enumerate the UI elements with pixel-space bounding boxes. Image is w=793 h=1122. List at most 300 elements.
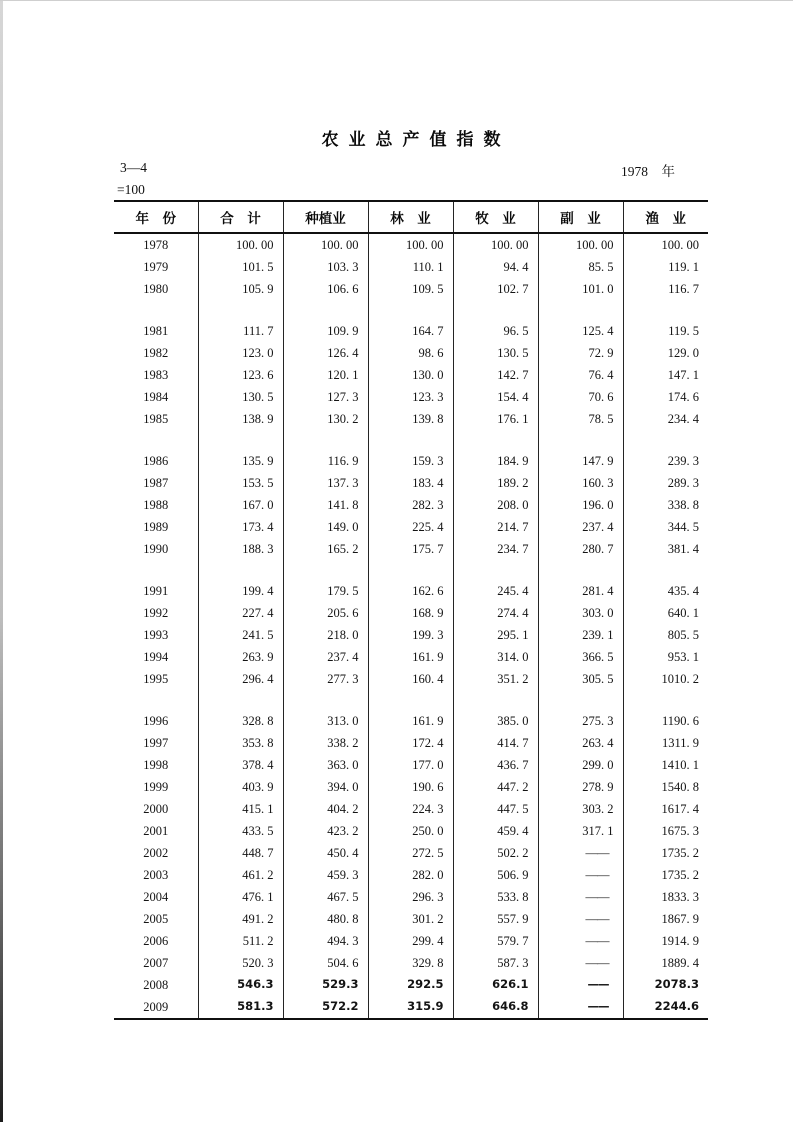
value-cell: 237. 4 — [538, 516, 623, 538]
page-title: 农业总产值指数 — [321, 130, 511, 150]
value-cell: 100. 00 — [661, 237, 699, 252]
value-cell: 529.3 — [283, 974, 368, 996]
value-cell: 76. 4 — [538, 364, 623, 386]
spacer-cell — [368, 560, 453, 580]
no-data-cell: —— — [538, 842, 623, 864]
value-cell: 111. 7 — [198, 320, 283, 342]
value-cell: 125. 4 — [538, 320, 623, 342]
no-data-cell: —— — [538, 996, 623, 1019]
value-cell: 208. 0 — [453, 494, 538, 516]
year-cell: 2002 — [114, 842, 198, 864]
table-body — [114, 233, 708, 1019]
value-cell: 227. 4 — [198, 602, 283, 624]
value-cell: 394. 0 — [283, 776, 368, 798]
value-cell: 173. 4 — [198, 516, 283, 538]
year-cell: 1988 — [114, 494, 198, 516]
year-cell: 1982 — [114, 342, 198, 364]
spacer-row — [114, 300, 708, 320]
value-cell: 275. 3 — [538, 710, 623, 732]
table-row — [114, 494, 708, 516]
value-cell: 154. 4 — [453, 386, 538, 408]
header-row — [114, 201, 708, 233]
value-cell: 476. 1 — [198, 886, 283, 908]
no-data-cell: —— — [538, 974, 623, 996]
year-cell: 1984 — [114, 386, 198, 408]
no-data-cell: —— — [538, 886, 623, 908]
value-cell: 177. 0 — [368, 754, 453, 776]
spacer-cell — [368, 690, 453, 710]
value-cell: 435. 4 — [667, 583, 699, 598]
value-cell: 447. 2 — [453, 776, 538, 798]
year-cell: 2006 — [114, 930, 198, 952]
value-cell: 179. 5 — [283, 580, 368, 602]
value-cell: 502. 2 — [453, 842, 538, 864]
table-row — [114, 908, 708, 930]
value-cell: 338. 2 — [283, 732, 368, 754]
value-cell: 546.3 — [198, 974, 283, 996]
value-cell: 423. 2 — [283, 820, 368, 842]
value-cell: 98. 6 — [368, 342, 453, 364]
value-cell: 447. 5 — [453, 798, 538, 820]
value-cell: 953. 1 — [667, 649, 699, 664]
value-cell: 448. 7 — [198, 842, 283, 864]
value-cell: 188. 3 — [198, 538, 283, 560]
value-cell: 2078.3 — [654, 977, 699, 992]
value-cell: 205. 6 — [283, 602, 368, 624]
value-cell: 338. 8 — [667, 497, 699, 512]
value-cell: 366. 5 — [538, 646, 623, 668]
table-row — [114, 538, 708, 560]
value-cell: 289. 3 — [667, 475, 699, 490]
table-row — [114, 580, 708, 602]
value-cell: 281. 4 — [538, 580, 623, 602]
value-cell: 480. 8 — [283, 908, 368, 930]
year-cell: 1981 — [114, 320, 198, 342]
value-cell: 1889. 4 — [661, 955, 699, 970]
value-cell: 135. 9 — [198, 450, 283, 472]
value-cell: 295. 1 — [453, 624, 538, 646]
value-cell: 196. 0 — [538, 494, 623, 516]
value-cell: 2244.6 — [654, 999, 699, 1014]
value-cell: 587. 3 — [453, 952, 538, 974]
year-cell: 2003 — [114, 864, 198, 886]
value-cell: 344. 5 — [667, 519, 699, 534]
value-cell: 239. 1 — [538, 624, 623, 646]
value-cell: 105. 9 — [198, 278, 283, 300]
value-cell: 511. 2 — [198, 930, 283, 952]
spacer-cell — [114, 300, 198, 320]
value-cell: 1410. 1 — [661, 757, 699, 772]
year-cell: 1979 — [114, 256, 198, 278]
value-cell: 153. 5 — [198, 472, 283, 494]
value-cell: 224. 3 — [368, 798, 453, 820]
year-cell: 1993 — [114, 624, 198, 646]
value-cell: 130. 5 — [453, 342, 538, 364]
no-data-cell: —— — [538, 908, 623, 930]
table-row — [114, 624, 708, 646]
table-row — [114, 974, 708, 996]
spacer-cell — [538, 690, 623, 710]
value-cell: 72. 9 — [538, 342, 623, 364]
value-cell: 237. 4 — [283, 646, 368, 668]
base-value-note: =100 — [117, 182, 145, 197]
value-cell: 403. 9 — [198, 776, 283, 798]
table-row — [114, 930, 708, 952]
no-data-cell: —— — [538, 952, 623, 974]
table-row — [114, 602, 708, 624]
spacer-cell — [368, 430, 453, 450]
value-cell: 250. 0 — [368, 820, 453, 842]
value-cell: 282. 3 — [368, 494, 453, 516]
value-cell: 218. 0 — [283, 624, 368, 646]
value-cell: 123. 0 — [198, 342, 283, 364]
year-cell: 1987 — [114, 472, 198, 494]
value-cell: 101. 5 — [198, 256, 283, 278]
value-cell: 162. 6 — [368, 580, 453, 602]
value-cell: 277. 3 — [283, 668, 368, 690]
value-cell: 415. 1 — [198, 798, 283, 820]
col-header-forestry: 林 业 — [368, 201, 453, 233]
col-header-sideline: 副 业 — [538, 201, 623, 233]
value-cell: 282. 0 — [368, 864, 453, 886]
value-cell: 272. 5 — [368, 842, 453, 864]
value-cell: 127. 3 — [283, 386, 368, 408]
value-cell: 70. 6 — [538, 386, 623, 408]
scan-edge-top — [0, 0, 793, 1]
value-cell: 494. 3 — [283, 930, 368, 952]
year-cell: 1994 — [114, 646, 198, 668]
value-cell: 506. 9 — [453, 864, 538, 886]
value-cell: 164. 7 — [368, 320, 453, 342]
value-cell: 646.8 — [453, 996, 538, 1019]
table-row — [114, 732, 708, 754]
value-cell: 572.2 — [283, 996, 368, 1019]
value-cell: 174. 6 — [667, 389, 699, 404]
year-cell: 1996 — [114, 710, 198, 732]
table-row — [114, 320, 708, 342]
spacer-cell — [198, 560, 283, 580]
year-cell: 2000 — [114, 798, 198, 820]
value-cell: 1010. 2 — [661, 671, 699, 686]
value-cell: 109. 9 — [283, 320, 368, 342]
value-cell: 245. 4 — [453, 580, 538, 602]
value-cell: 520. 3 — [198, 952, 283, 974]
value-cell: 303. 0 — [538, 602, 623, 624]
value-cell: 241. 5 — [198, 624, 283, 646]
spacer-row — [114, 560, 708, 580]
year-cell: 1983 — [114, 364, 198, 386]
value-cell: 123. 6 — [198, 364, 283, 386]
value-cell: 184. 9 — [453, 450, 538, 472]
value-cell: 626.1 — [453, 974, 538, 996]
value-cell: 459. 3 — [283, 864, 368, 886]
value-cell: 1617. 4 — [661, 801, 699, 816]
table-row — [114, 864, 708, 886]
value-cell: 1735. 2 — [661, 845, 699, 860]
table-row — [114, 754, 708, 776]
year-cell: 1992 — [114, 602, 198, 624]
table-row — [114, 408, 708, 430]
table-row — [114, 516, 708, 538]
spacer-cell — [538, 300, 623, 320]
value-cell: 123. 3 — [368, 386, 453, 408]
value-cell: 165. 2 — [283, 538, 368, 560]
spacer-cell — [198, 430, 283, 450]
scan-edge-left — [0, 0, 3, 1122]
base-year-note: 1978 年 — [621, 164, 675, 179]
value-cell: 149. 0 — [283, 516, 368, 538]
value-cell: 126. 4 — [283, 342, 368, 364]
index-table — [114, 200, 708, 1020]
value-cell: 189. 2 — [453, 472, 538, 494]
table-row — [114, 776, 708, 798]
value-cell: 147. 9 — [538, 450, 623, 472]
value-cell: 234. 7 — [453, 538, 538, 560]
no-data-cell: —— — [538, 864, 623, 886]
value-cell: 85. 5 — [538, 256, 623, 278]
value-cell: 450. 4 — [283, 842, 368, 864]
value-cell: 274. 4 — [453, 602, 538, 624]
value-cell: 557. 9 — [453, 908, 538, 930]
value-cell: 315.9 — [368, 996, 453, 1019]
value-cell: 299. 0 — [538, 754, 623, 776]
value-cell: 1735. 2 — [661, 867, 699, 882]
table-row — [114, 952, 708, 974]
value-cell: 130. 2 — [283, 408, 368, 430]
value-cell: 225. 4 — [368, 516, 453, 538]
year-cell: 1999 — [114, 776, 198, 798]
value-cell: 139. 8 — [368, 408, 453, 430]
spacer-cell — [283, 690, 368, 710]
spacer-cell — [453, 690, 538, 710]
spacer-cell — [198, 300, 283, 320]
value-cell: 120. 1 — [283, 364, 368, 386]
no-data-cell: —— — [538, 930, 623, 952]
year-cell: 2008 — [114, 974, 198, 996]
value-cell: 214. 7 — [453, 516, 538, 538]
value-cell: 100. 00 — [198, 233, 283, 256]
col-header-husbandry: 牧 业 — [453, 201, 538, 233]
value-cell: 581.3 — [198, 996, 283, 1019]
value-cell: 353. 8 — [198, 732, 283, 754]
year-cell: 1991 — [114, 580, 198, 602]
year-cell: 1978 — [114, 233, 198, 256]
value-cell: 106. 6 — [283, 278, 368, 300]
value-cell: 183. 4 — [368, 472, 453, 494]
table-row — [114, 798, 708, 820]
value-cell: 160. 3 — [538, 472, 623, 494]
table-row — [114, 450, 708, 472]
value-cell: 129. 0 — [667, 345, 699, 360]
value-cell: 100. 00 — [368, 233, 453, 256]
value-cell: 110. 1 — [368, 256, 453, 278]
value-cell: 351. 2 — [453, 668, 538, 690]
value-cell: 491. 2 — [198, 908, 283, 930]
col-header-fishery: 渔 业 — [623, 201, 708, 233]
value-cell: 199. 4 — [198, 580, 283, 602]
table-row — [114, 996, 708, 1019]
value-cell: 147. 1 — [667, 367, 699, 382]
year-cell: 1998 — [114, 754, 198, 776]
value-cell: 1914. 9 — [661, 933, 699, 948]
year-cell: 1997 — [114, 732, 198, 754]
value-cell: 313. 0 — [283, 710, 368, 732]
value-cell: 461. 2 — [198, 864, 283, 886]
value-cell: 234. 4 — [667, 411, 699, 426]
value-cell: 101. 0 — [538, 278, 623, 300]
spacer-cell — [453, 560, 538, 580]
table-row — [114, 364, 708, 386]
spacer-cell — [623, 560, 708, 580]
spacer-cell — [538, 560, 623, 580]
value-cell: 640. 1 — [667, 605, 699, 620]
spacer-cell — [283, 430, 368, 450]
value-cell: 100. 00 — [453, 233, 538, 256]
value-cell: 1311. 9 — [661, 735, 699, 750]
value-cell: 142. 7 — [453, 364, 538, 386]
value-cell: 467. 5 — [283, 886, 368, 908]
value-cell: 137. 3 — [283, 472, 368, 494]
year-cell: 1986 — [114, 450, 198, 472]
value-cell: 805. 5 — [667, 627, 699, 642]
table-row — [114, 233, 708, 256]
table-row — [114, 668, 708, 690]
value-cell: 172. 4 — [368, 732, 453, 754]
spacer-cell — [114, 430, 198, 450]
value-cell: 414. 7 — [453, 732, 538, 754]
spacer-row — [114, 430, 708, 450]
table-row — [114, 386, 708, 408]
value-cell: 100. 00 — [538, 233, 623, 256]
table-row — [114, 842, 708, 864]
value-cell: 504. 6 — [283, 952, 368, 974]
spacer-cell — [623, 430, 708, 450]
col-header-total: 合 计 — [198, 201, 283, 233]
table-row — [114, 710, 708, 732]
spacer-cell — [368, 300, 453, 320]
value-cell: 436. 7 — [453, 754, 538, 776]
table-row — [114, 886, 708, 908]
value-cell: 263. 9 — [198, 646, 283, 668]
value-cell: 404. 2 — [283, 798, 368, 820]
year-cell: 1985 — [114, 408, 198, 430]
value-cell: 1190. 6 — [661, 713, 699, 728]
value-cell: 103. 3 — [283, 256, 368, 278]
value-cell: 138. 9 — [198, 408, 283, 430]
spacer-cell — [453, 300, 538, 320]
value-cell: 433. 5 — [198, 820, 283, 842]
value-cell: 378. 4 — [198, 754, 283, 776]
value-cell: 1675. 3 — [661, 823, 699, 838]
year-cell: 2001 — [114, 820, 198, 842]
value-cell: 1867. 9 — [661, 911, 699, 926]
spacer-cell — [538, 430, 623, 450]
value-cell: 100. 00 — [283, 233, 368, 256]
year-cell: 2007 — [114, 952, 198, 974]
value-cell: 167. 0 — [198, 494, 283, 516]
value-cell: 363. 0 — [283, 754, 368, 776]
value-cell: 109. 5 — [368, 278, 453, 300]
value-cell: 239. 3 — [667, 453, 699, 468]
value-cell: 161. 9 — [368, 710, 453, 732]
table-row — [114, 278, 708, 300]
year-cell: 2005 — [114, 908, 198, 930]
value-cell: 168. 9 — [368, 602, 453, 624]
spacer-cell — [623, 300, 708, 320]
value-cell: 299. 4 — [368, 930, 453, 952]
value-cell: 296. 4 — [198, 668, 283, 690]
value-cell: 292.5 — [368, 974, 453, 996]
value-cell: 328. 8 — [198, 710, 283, 732]
table-row — [114, 646, 708, 668]
spacer-cell — [198, 690, 283, 710]
table-row — [114, 472, 708, 494]
table-number: 3—4 — [120, 160, 147, 175]
year-cell: 1989 — [114, 516, 198, 538]
value-cell: 119. 5 — [668, 323, 699, 338]
spacer-cell — [453, 430, 538, 450]
value-cell: 176. 1 — [453, 408, 538, 430]
value-cell: 385. 0 — [453, 710, 538, 732]
value-cell: 130. 5 — [198, 386, 283, 408]
value-cell: 119. 1 — [668, 259, 699, 274]
value-cell: 159. 3 — [368, 450, 453, 472]
value-cell: 278. 9 — [538, 776, 623, 798]
spacer-cell — [623, 690, 708, 710]
value-cell: 116. 9 — [283, 450, 368, 472]
table-row — [114, 256, 708, 278]
year-cell: 1990 — [114, 538, 198, 560]
value-cell: 314. 0 — [453, 646, 538, 668]
value-cell: 1540. 8 — [661, 779, 699, 794]
table-row — [114, 342, 708, 364]
value-cell: 130. 0 — [368, 364, 453, 386]
value-cell: 175. 7 — [368, 538, 453, 560]
value-cell: 317. 1 — [538, 820, 623, 842]
table-header — [114, 201, 708, 233]
spacer-cell — [283, 560, 368, 580]
value-cell: 161. 9 — [368, 646, 453, 668]
value-cell: 301. 2 — [368, 908, 453, 930]
value-cell: 305. 5 — [538, 668, 623, 690]
spacer-cell — [283, 300, 368, 320]
value-cell: 78. 5 — [538, 408, 623, 430]
year-cell: 2009 — [114, 996, 198, 1019]
table-row — [114, 820, 708, 842]
value-cell: 96. 5 — [453, 320, 538, 342]
value-cell: 190. 6 — [368, 776, 453, 798]
value-cell: 141. 8 — [283, 494, 368, 516]
value-cell: 303. 2 — [538, 798, 623, 820]
value-cell: 94. 4 — [453, 256, 538, 278]
spacer-cell — [114, 690, 198, 710]
value-cell: 579. 7 — [453, 930, 538, 952]
spacer-cell — [114, 560, 198, 580]
col-header-planting: 种植业 — [283, 201, 368, 233]
value-cell: 263. 4 — [538, 732, 623, 754]
value-cell: 533. 8 — [453, 886, 538, 908]
value-cell: 296. 3 — [368, 886, 453, 908]
value-cell: 1833. 3 — [661, 889, 699, 904]
year-cell: 1980 — [114, 278, 198, 300]
spacer-row — [114, 690, 708, 710]
year-cell: 2004 — [114, 886, 198, 908]
value-cell: 329. 8 — [368, 952, 453, 974]
value-cell: 280. 7 — [538, 538, 623, 560]
value-cell: 459. 4 — [453, 820, 538, 842]
value-cell: 102. 7 — [453, 278, 538, 300]
value-cell: 199. 3 — [368, 624, 453, 646]
